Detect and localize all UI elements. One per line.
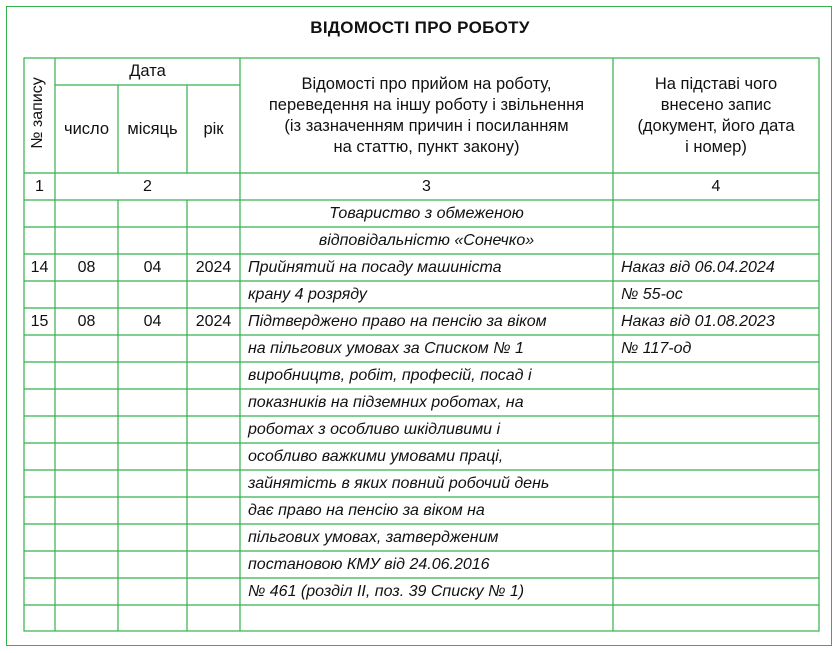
entry-year: 2024 — [195, 312, 232, 330]
entry-year: 2024 — [195, 258, 232, 276]
info-header-line: Відомості про прийом на роботу, — [301, 74, 552, 93]
entry-info-line: постановою КМУ від 24.06.2016 — [248, 555, 490, 573]
page-title: ВІДОМОСТІ ПРО РОБОТУ — [310, 18, 530, 37]
entry-info-line: особливо важкими умовами праці, — [248, 447, 504, 465]
entry-number: 14 — [30, 258, 49, 276]
entry-info-line: Прийнятий на посаду машиніста — [248, 258, 502, 276]
column-number: 3 — [422, 177, 431, 195]
entry-info-line: роботах з особливо шкідливими і — [248, 420, 501, 438]
entry-info-line: на пільгових умовах за Списком № 1 — [248, 339, 524, 357]
info-header-line: на статтю, пункт закону) — [333, 137, 520, 156]
entry-info-line: пільгових умовах, затвердженим — [248, 528, 499, 546]
info-header-line: переведення на іншу роботу і звільнення — [268, 95, 585, 114]
column-number: 2 — [143, 177, 152, 195]
entry-info-line: № 461 (розділ ІІ, поз. 39 Списку № 1) — [248, 582, 525, 600]
entry-info-line: Підтверджено право на пенсію за віком — [248, 312, 547, 330]
info-header-line: (із зазначенням причин і посиланням — [284, 116, 569, 135]
entry-basis-line: № 55-ос — [621, 285, 683, 303]
entry-basis-line: Наказ від 06.04.2024 — [621, 258, 775, 276]
entry-info-line: показників на підземних роботах, на — [248, 393, 524, 411]
entry-info-line: виробництв, робіт, професій, посад і — [248, 366, 532, 384]
column-number: 1 — [35, 177, 44, 195]
entry-day: 08 — [77, 258, 96, 276]
basis-header-line: (документ, його дата — [637, 116, 795, 135]
entry-basis-line: Наказ від 01.08.2023 — [621, 312, 775, 330]
basis-header-line: На підставі чого — [654, 74, 778, 93]
day-header: число — [63, 119, 110, 138]
entry-info-line: зайнятість в яких повний робочий день — [248, 474, 550, 492]
entry-day: 08 — [77, 312, 96, 330]
entry-number-header: № запису — [29, 77, 46, 149]
column-number: 4 — [711, 177, 721, 195]
entry-basis-line: № 117-од — [621, 339, 692, 357]
date-header: Дата — [129, 62, 166, 80]
entry-month: 04 — [143, 312, 162, 330]
basis-header-line: і номер) — [685, 137, 747, 156]
info-header — [240, 58, 613, 173]
entry-month: 04 — [143, 258, 162, 276]
year-header: рік — [203, 119, 224, 138]
company-name-line: Товариство з обмеженою — [329, 204, 524, 222]
month-header: місяць — [127, 119, 178, 138]
basis-header-line: внесено запис — [660, 95, 772, 114]
company-name-line: відповідальністю «Сонечко» — [318, 231, 535, 249]
entry-number: 15 — [30, 312, 49, 330]
entry-info-line: дає право на пенсію за віком на — [248, 501, 485, 519]
entry-info-line: крану 4 розряду — [248, 285, 367, 303]
basis-header — [613, 58, 819, 173]
